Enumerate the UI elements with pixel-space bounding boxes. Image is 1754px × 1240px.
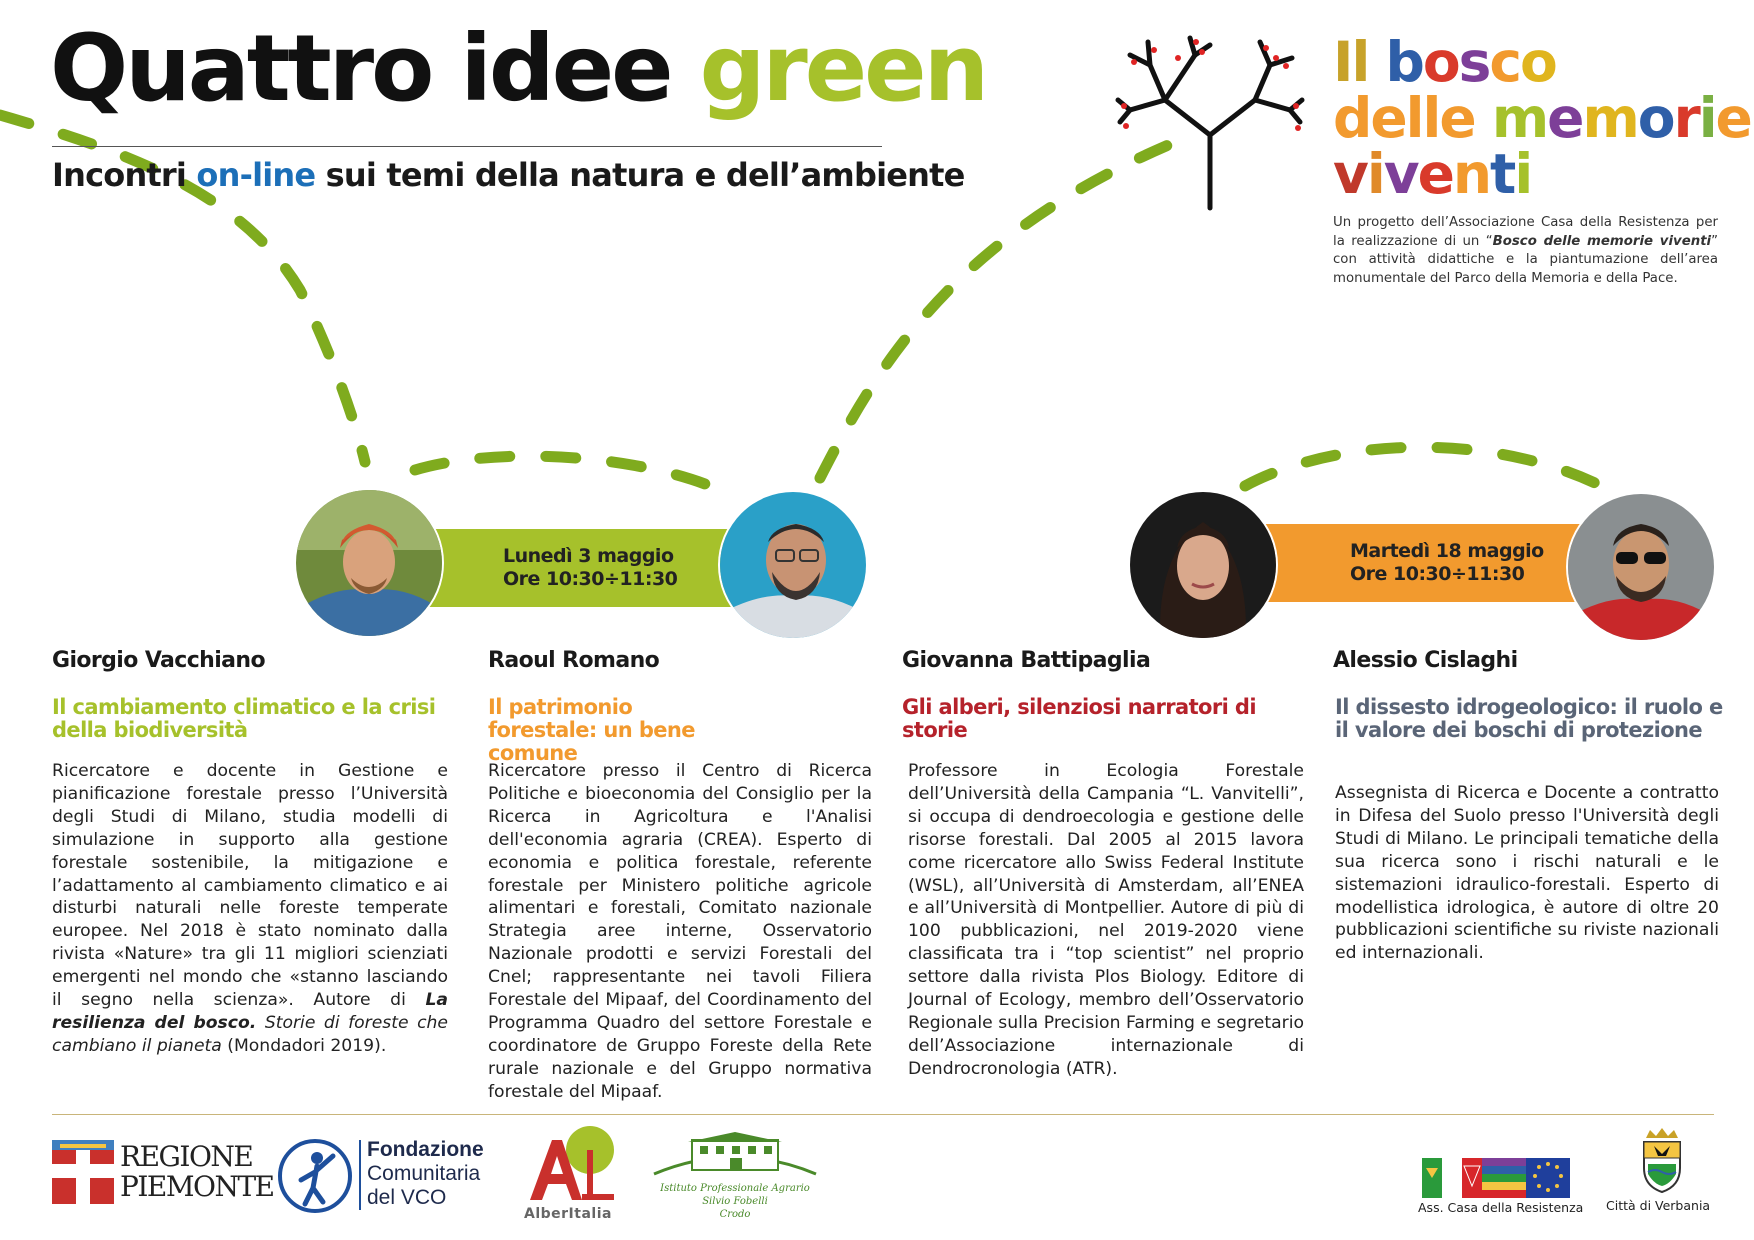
event-day-2: Martedì 18 maggio [1350, 540, 1544, 562]
word-delle: delle [1333, 86, 1492, 150]
speaker-bio-1 [52, 760, 448, 1058]
talk-title-4: Il dissesto idrogeologico: il ruolo e il valore dei boschi di protezione [1335, 695, 1723, 742]
project-title-line-1 [1333, 30, 1751, 94]
tree-logo-icon [1110, 30, 1310, 220]
word-memorie: memorie [1491, 86, 1751, 150]
citta-verbania-logo [1606, 1128, 1716, 1218]
project-desc-part-1: Un progetto dell’Associazione Casa della Resistenza per la realizzazione di un “ [1333, 215, 1718, 249]
fondazione-line-2: Comunitaria [367, 1162, 481, 1185]
title-divider [52, 146, 882, 147]
avatar-giovanna-battipaglia [1130, 492, 1276, 638]
speaker-name-4: Alessio Cislaghi [1333, 648, 1518, 673]
event-time-1: Ore 10:30÷11:30 [503, 568, 678, 590]
page-subtitle [52, 156, 965, 194]
page-title [50, 15, 987, 122]
regione-piemonte-logo [52, 1140, 274, 1204]
title-part-green: green [699, 15, 987, 122]
project-description [1333, 214, 1718, 288]
project-desc-bold: Bosco delle memorie viventi [1492, 233, 1712, 249]
bio-1-book-title: La resilienza del bosco. [52, 990, 448, 1033]
word-bosco: bosco [1385, 30, 1556, 94]
subtitle-part-3: sui temi della natura e dell’ambiente [315, 156, 965, 194]
regione-line-2: PIEMONTE [120, 1170, 274, 1203]
istituto-line-2: Silvio Fobelli [702, 1196, 768, 1207]
verbania-coat-of-arms-icon [1640, 1128, 1684, 1194]
istituto-line-1: Istituto Professionale Agrario [660, 1183, 810, 1194]
avatar-giorgio-vacchiano [296, 490, 442, 636]
event-date-2 [1350, 540, 1544, 586]
project-title-line-2 [1333, 86, 1751, 150]
fondazione-figure-icon [275, 1136, 355, 1216]
verbania-label: Città di Verbania [1606, 1198, 1711, 1213]
casa-resistenza-label: Ass. Casa della Resistenza [1418, 1200, 1584, 1215]
speaker-name-2: Raoul Romano [488, 648, 660, 673]
alberitalia-label: AlberItalia [524, 1206, 612, 1222]
avatar-alessio-cislaghi [1568, 494, 1714, 640]
casa-resistenza-logo [1418, 1158, 1584, 1215]
event-time-2: Ore 10:30÷11:30 [1350, 563, 1525, 585]
fondazione-line-3: del VCO [367, 1186, 447, 1209]
speaker-bio-4: Assegnista di Ricerca e Docente a contratto in Difesa del Suolo presso l'Università degli Studi di Milano. Le principali tematiche della sua ricerca sono i rischi naturali e le sistemazioni idraulico-forestali. Esperto di modellistica idrologica, è autore di oltre 20 pubblicazioni scientifiche su riviste nazionali ed internazionali. [1335, 783, 1719, 964]
title-part-black: Quattro idee [50, 15, 700, 122]
avatar-raoul-romano [720, 492, 866, 638]
event-day-1: Lunedì 3 maggio [503, 545, 674, 567]
bio-1-book-subtitle: Storie di foreste che cambiano il pianeta [52, 1012, 449, 1056]
fondazione-line-1: Fondazione [367, 1138, 484, 1161]
school-building-icon [650, 1130, 820, 1178]
talk-title-1: Il cambiamento climatico e la crisi della biodiversità [52, 695, 436, 742]
speaker-bio-3: Professore in Ecologia Forestale dell’Università della Campania “L. Vanvitelli”, si occupa di dendroecologia e gestione delle risorse forestali. Dal 2005 al 2015 lavora come ricercatore allo Swiss Federal Institute (WSL), all’Università di Amsterdam, all’ENEA e all’Università di Montpellier. Autore di più di 100 pubblicazioni, nel 2019-2020 viene classificata tra i “top scientist” nel proprio settore dalla rivista Plos Biology. Editore di Journal of Ecology, membro dell’Osservatorio Regionale sulla Precision Farming e segretario dell’Associazione internazionale di Dendrocronologia (ATR). [908, 761, 1304, 1079]
project-title-line-3: viventi [1333, 142, 1532, 206]
bio-1-part-2: (Mondadori 2019). [221, 1035, 387, 1056]
bio-1-part-1: Ricercatore e docente in Gestione e pianificazione forestale presso l’Università degli Studi di Milano, studia modelli di simulazione in supporto alla gestione forestale sostenibile, la mitigazione e l’adattamento al cambiamento climatico e ai disturbi naturali nelle foreste temperate europee. Nel 2018 è stato nominato dalla rivista «Nature» tra gli 11 migliori scienziati emergenti nel mondo che «stanno lasciando il segno nella scienza». Autore di [52, 761, 448, 1011]
project-desc-part-2: ” con attività didattiche e la piantumazione dell’area monumentale del Parco della Memoria e della Pace. [1333, 233, 1718, 286]
subtitle-part-1: Incontri [52, 156, 197, 194]
talk-title-3: Gli alberi, silenziosi narratori di storie [902, 695, 1256, 742]
alberitalia-logo [520, 1124, 630, 1224]
footer-divider [52, 1114, 1714, 1115]
subtitle-online: on-line [196, 156, 316, 194]
alberitalia-tree-icon [520, 1124, 620, 1204]
event-date-1 [503, 545, 677, 591]
istituto-line-3: Crodo [719, 1209, 751, 1220]
piemonte-shield-icon [52, 1140, 114, 1204]
fondazione-vco-logo [275, 1136, 495, 1216]
talk-title-2: Il patrimonio forestale: un bene comune [488, 695, 695, 765]
regione-line-1: REGIONE [120, 1140, 253, 1173]
speaker-name-3: Giovanna Battipaglia [902, 648, 1151, 673]
casa-resistenza-flags-icon [1422, 1158, 1570, 1198]
speaker-name-1: Giorgio Vacchiano [52, 648, 266, 673]
project-title [1333, 30, 1751, 206]
word-il: Il [1333, 30, 1386, 94]
istituto-fobelli-logo [650, 1130, 820, 1226]
speaker-bio-2: Ricercatore presso il Centro di Ricerca Politiche e bioeconomia del Consiglio per la Ricerca in Agricoltura e l'Analisi dell'economia agraria (CREA). Esperto di economia e politica forestale, referente forestale per Ministero politiche agricole alimentari e forestali, Comitato nazionale Strategia aree interne, Osservatorio Nazionale prodotti e servizi Forestali del Cnel; rappresentante nei tavoli Filiera Forestale del Mipaaf, del Coordinamento del Programma Quadro del settore Forestale e coordinatore de Gruppo Foreste della Rete rurale nazionale e del Gruppo normativa forestale del Mipaaf. [488, 761, 872, 1102]
